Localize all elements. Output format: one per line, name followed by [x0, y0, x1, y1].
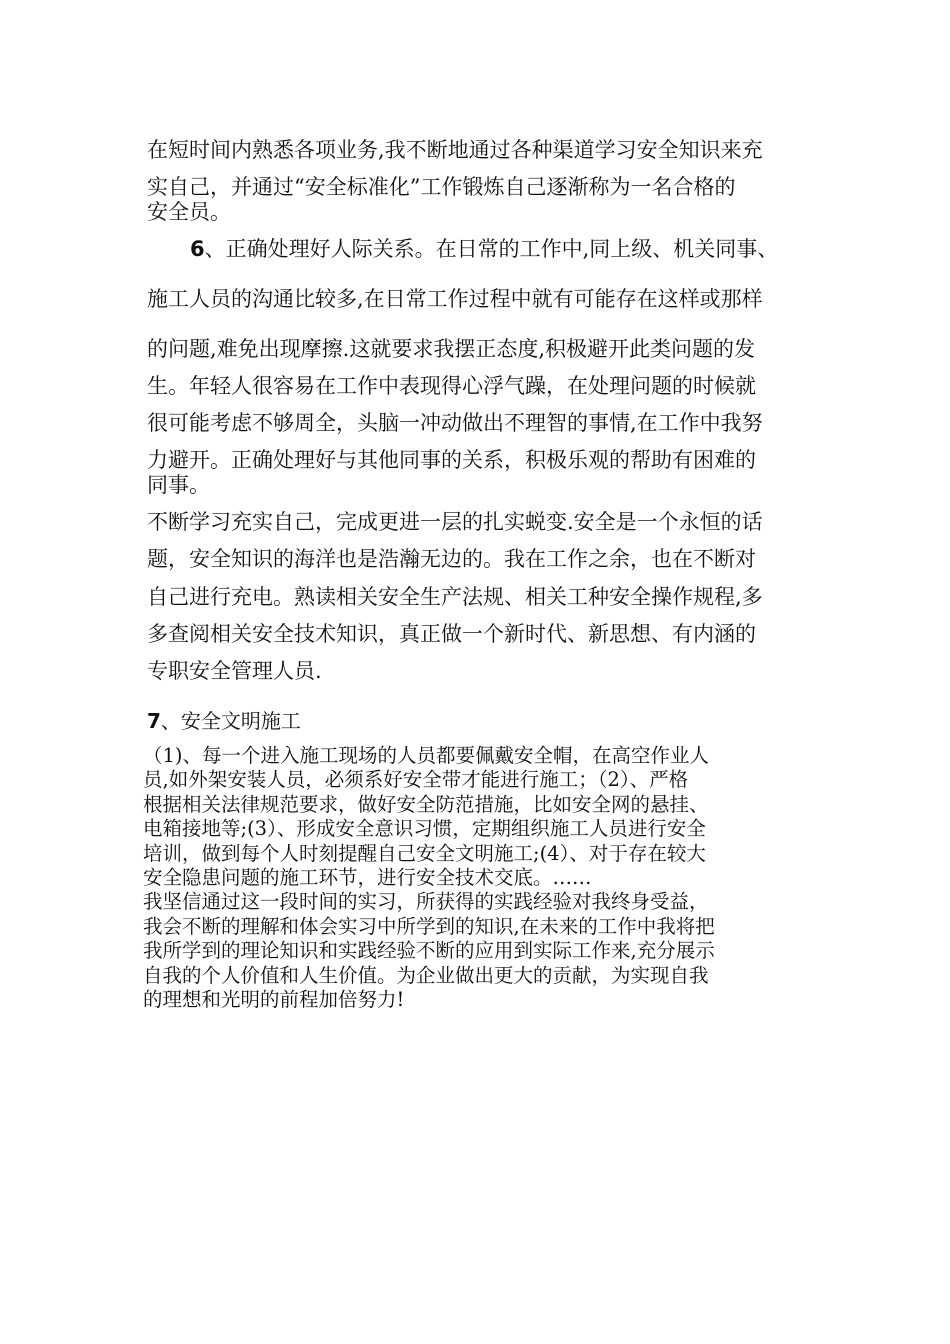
paragraph-line: 实自己，并通过“安全标准化”工作锻炼自己逐渐称为一名合格的: [147, 175, 736, 199]
paragraph-line: 自我的个人价值和人生价值。为企业做出更大的贡献，为实现自我: [143, 964, 709, 987]
paragraph-line: 电箱接地等;(3）、形成安全意识习惯，定期组织施工人员进行安全: [143, 817, 706, 840]
paragraph-line: 我坚信通过这一段时间的实习，所获得的实践经验对我终身受益，: [143, 890, 709, 913]
item-title: 、安全文明施工: [160, 709, 301, 733]
item-text: 、正确处理好人际关系。在日常的工作中,同上级、机关同事、: [204, 237, 779, 261]
paragraph-line: 安全员。: [147, 200, 231, 224]
item-number: 7: [147, 709, 161, 733]
paragraph-line: 在短时间内熟悉各项业务,我不断地通过各种渠道学习安全知识来充: [147, 138, 763, 162]
paragraph-line: 自己进行充电。熟读相关安全生产法规、相关工种安全操作规程,多: [147, 585, 763, 609]
item-7-heading: [147, 708, 301, 734]
paragraph-line: 施工人员的沟通比较多,在日常工作过程中就有可能存在这样或那样: [147, 287, 763, 311]
paragraph-line: 不断学习充实自己，完成更进一层的扎实蜕变.安全是一个永恒的话: [147, 510, 763, 534]
paragraph-line: 我会不断的理解和体会实习中所学到的知识,在未来的工作中我将把: [143, 915, 715, 938]
item-number: 6: [190, 237, 205, 261]
item-6-heading: [190, 236, 778, 262]
paragraph-line: 题，安全知识的海洋也是浩瀚无边的。我在工作之余，也在不断对: [147, 547, 756, 571]
paragraph-line: 的理想和光明的前程加倍努力!: [143, 988, 405, 1011]
paragraph-line: 专职安全管理人员.: [147, 659, 322, 683]
paragraph-line: （1)、每一个进入施工现场的人员都要佩戴安全帽，在高空作业人: [143, 744, 710, 767]
paragraph-line: 多查阅相关安全技术知识，真正做一个新时代、新思想、有内涵的: [147, 622, 756, 646]
paragraph-line: 同事。: [147, 473, 210, 497]
paragraph-line: 生。年轻人很容易在工作中表现得心浮气躁，在处理问题的时候就: [147, 374, 756, 398]
paragraph-line: 根据相关法律规范要求，做好安全防范措施，比如安全网的悬挂、: [143, 793, 709, 816]
paragraph-line: 力避开。正确处理好与其他同事的关系，积极乐观的帮助有困难的: [147, 448, 756, 472]
paragraph-line: 我所学到的理论知识和实践经验不断的应用到实际工作来,充分展示: [143, 939, 715, 962]
paragraph-line: 培训，做到每个人时刻提醒自己安全文明施工;(4）、对于存在较大: [143, 842, 706, 865]
paragraph-line: 很可能考虑不够周全，头脑一冲动做出不理智的事情,在工作中我努: [147, 411, 763, 435]
paragraph-line: 的问题,难免出现摩擦.这就要求我摆正态度,积极避开此类问题的发: [147, 337, 756, 361]
paragraph-line: 员,如外架安装人员，必须系好安全带才能进行施工；（2）、严格: [143, 768, 689, 791]
paragraph-line: 安全隐患问题的施工环节，进行安全技术交底。……: [143, 866, 592, 889]
